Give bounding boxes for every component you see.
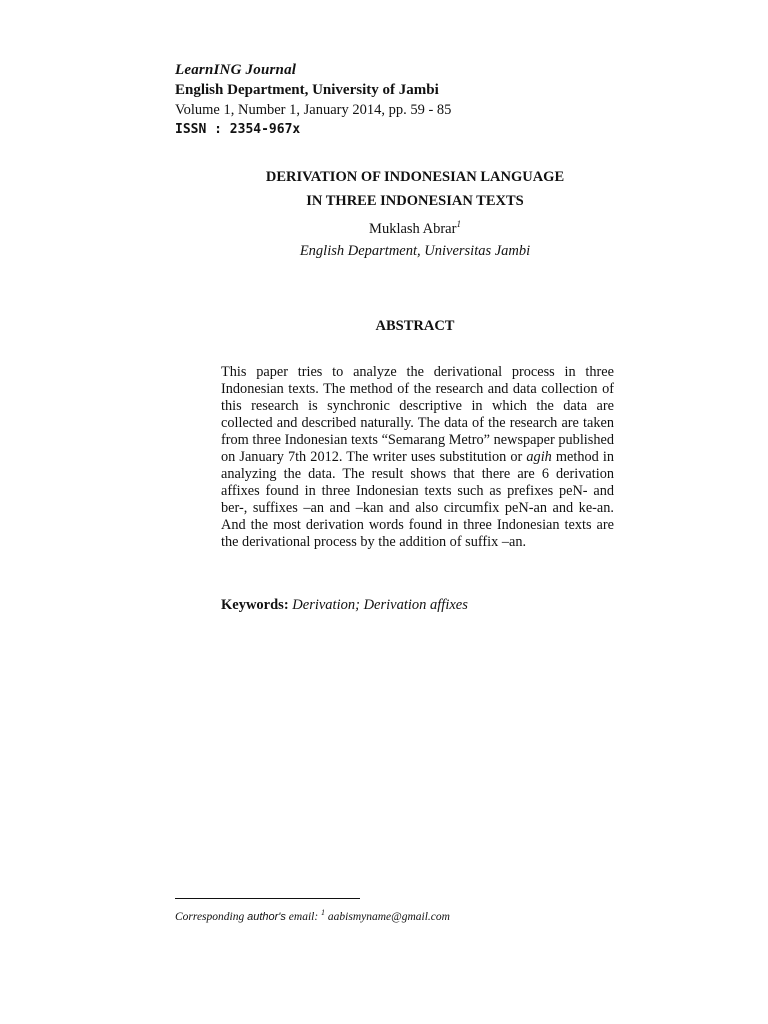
author-affiliation: English Department, Universitas Jambi xyxy=(299,243,531,259)
journal-volume: Volume 1, Number 1, January 2014, pp. 59 - 85 xyxy=(175,102,452,118)
abstract-text-part-2: method in analyzing the data. The result shows that there are 6 derivation affixes found in three Indonesian texts such as prefixes peN- and ber-, suffixes –an and –kan and also circumfix peN-an and ke-an. And the most derivation words found in three Indonesian texts are the derivational process by the addition of suffix –an. xyxy=(221,449,614,550)
footnote-suffix: email: xyxy=(285,911,322,923)
footnote-author-word: author's xyxy=(247,911,286,923)
article-title-block xyxy=(175,165,655,262)
footnote-marker: 1 xyxy=(321,908,326,917)
footnote-prefix: Corresponding xyxy=(175,911,248,923)
journal-issn: ISSN : 2354-967x xyxy=(175,122,301,137)
author-footnote-marker: 1 xyxy=(456,219,461,229)
footnote-email: aabismyname@gmail.com xyxy=(327,911,450,923)
abstract-italic-term: agih xyxy=(526,449,552,465)
author-name: Muklash Abrar xyxy=(369,221,457,237)
journal-name: LearnING Journal xyxy=(175,62,297,78)
abstract-heading: ABSTRACT xyxy=(375,318,455,334)
journal-department: English Department, University of Jambi xyxy=(175,82,439,98)
keywords-value: Derivation; Derivation affixes xyxy=(292,597,468,613)
abstract-body xyxy=(221,364,614,551)
journal-header xyxy=(175,60,695,140)
paper-title-line-1: DERIVATION OF INDONESIAN LANGUAGE xyxy=(265,169,565,185)
abstract-text-part-1: This paper tries to analyze the derivational process in three Indonesian texts. The method of the research and data collection of this research is synchronic descriptive in which the data are collected and described naturally. The data of the research are taken from three Indonesian texts “Semarang Metro” newspaper published on January 7th 2012. The writer uses substitution or xyxy=(221,364,614,465)
keywords-label: Keywords: xyxy=(221,597,289,613)
author-line xyxy=(175,213,655,240)
footnote-divider xyxy=(175,898,360,899)
footnote xyxy=(175,905,655,925)
keywords-line xyxy=(221,595,614,615)
paper-title-line-2: IN THREE INDONESIAN TEXTS xyxy=(306,193,524,209)
